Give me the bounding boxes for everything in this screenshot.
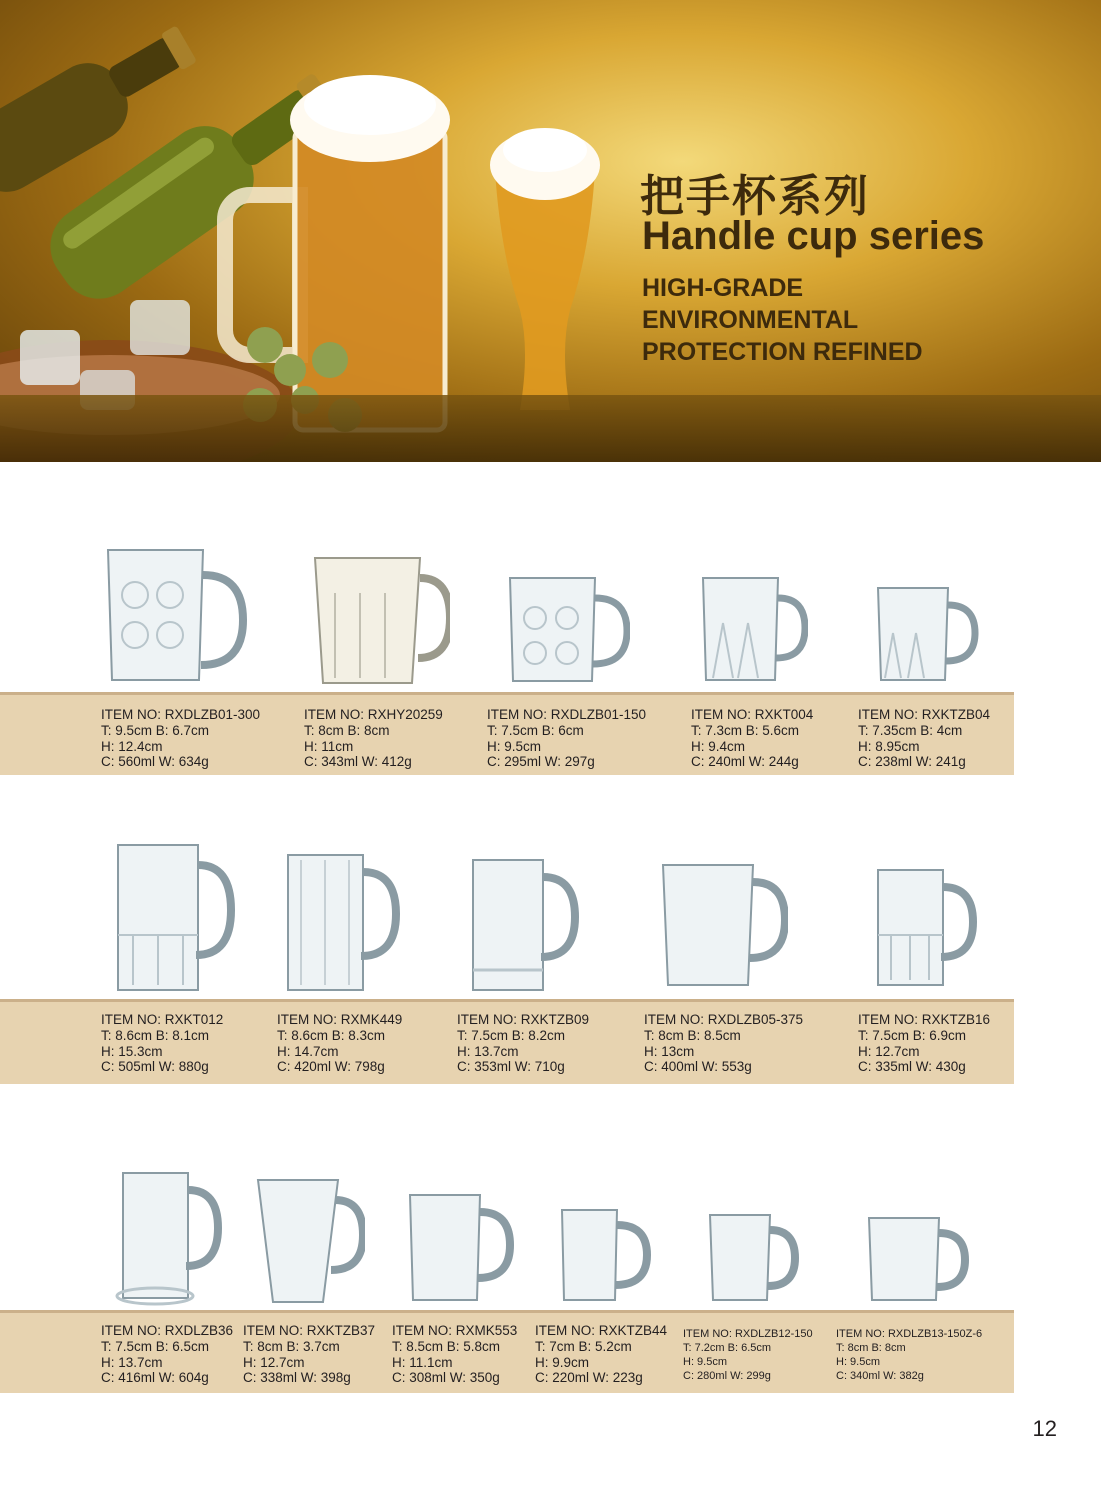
spec-line: C: 420ml W: 798g [277, 1059, 385, 1075]
spec-line: H: 8.95cm [858, 738, 920, 754]
spec-line: C: 280ml W: 299g [683, 1370, 771, 1382]
product-image-rxmk449 [283, 850, 403, 995]
product-image-rxktzb44 [557, 1205, 657, 1305]
product-image-rxkt004 [698, 573, 808, 685]
spec-line: T: 8cm B: 3.7cm [243, 1338, 340, 1354]
spec-line: T: 8.5cm B: 5.8cm [392, 1338, 501, 1354]
tagline-line-2: ENVIRONMENTAL [642, 306, 859, 334]
item-number: ITEM NO: RXKTZB04 [858, 707, 991, 722]
spec-line: T: 7.5cm B: 6.9cm [858, 1027, 967, 1043]
spec-rxktzb37 [243, 1323, 375, 1386]
spec-line: H: 14.7cm [277, 1043, 339, 1059]
beer-illustration [0, 0, 620, 462]
product-image-rxktzb37 [255, 1175, 365, 1307]
spec-line: T: 7.5cm B: 6.5cm [101, 1338, 210, 1354]
item-number: ITEM NO: RXKTZB44 [535, 1323, 668, 1338]
product-image-rxkt012 [113, 840, 238, 995]
spec-line: C: 416ml W: 604g [101, 1370, 209, 1386]
spec-line: H: 13.7cm [457, 1043, 519, 1059]
item-number: ITEM NO: RXKTZB16 [858, 1012, 991, 1027]
spec-line: T: 8cm B: 8.5cm [644, 1027, 741, 1043]
item-number: ITEM NO: RXKTZB37 [243, 1323, 376, 1338]
spec-rxhy20259 [304, 707, 443, 770]
spec-rxmk449 [277, 1012, 402, 1075]
spec-line: C: 238ml W: 241g [858, 754, 966, 770]
hero-banner [0, 0, 1101, 462]
spec-line: T: 9.5cm B: 6.7cm [101, 722, 210, 738]
item-number: ITEM NO: RXKTZB09 [457, 1012, 590, 1027]
spec-line: H: 11cm [304, 738, 354, 754]
spec-line: H: 12.4cm [101, 738, 163, 754]
item-number: ITEM NO: RXMK449 [277, 1012, 403, 1027]
spec-line: H: 12.7cm [858, 1043, 920, 1059]
item-number: ITEM NO: RXKT004 [691, 707, 814, 722]
item-number: ITEM NO: RXKT012 [101, 1012, 224, 1027]
item-number: ITEM NO: RXHY20259 [304, 707, 443, 722]
spec-line: T: 7.2cm B: 6.5cm [683, 1342, 772, 1354]
spec-line: H: 12.7cm [243, 1354, 305, 1370]
item-number: ITEM NO: RXDLZB12-150 [683, 1328, 813, 1340]
spec-rxktzb44 [535, 1323, 667, 1386]
spec-line: T: 8.6cm B: 8.1cm [101, 1027, 210, 1043]
item-number: ITEM NO: RXDLZB01-300 [101, 707, 261, 722]
spec-line: T: 7.35cm B: 4cm [858, 722, 963, 738]
item-number: ITEM NO: RXDLZB05-375 [644, 1012, 804, 1027]
spec-rxmk553 [392, 1323, 517, 1386]
spec-rxktzb09 [457, 1012, 589, 1075]
product-image-rxmk553 [405, 1190, 515, 1305]
spec-line: H: 9.5cm [836, 1356, 881, 1368]
spec-line: C: 560ml W: 634g [101, 754, 209, 770]
spec-rxdlzb13-150z-6 [836, 1327, 982, 1383]
spec-rxkt004 [691, 707, 813, 770]
item-number: ITEM NO: RXDLZB36 [101, 1323, 234, 1338]
spec-line: C: 505ml W: 880g [101, 1059, 209, 1075]
spec-line: H: 13.7cm [101, 1354, 163, 1370]
spec-line: C: 308ml W: 350g [392, 1370, 500, 1386]
spec-rxdlzb12-150 [683, 1327, 813, 1383]
product-image-rxdlzb05-375 [658, 860, 788, 990]
spec-line: C: 240ml W: 244g [691, 754, 799, 770]
spec-line: T: 7.5cm B: 8.2cm [457, 1027, 566, 1043]
product-image-rxktzb04 [873, 583, 983, 685]
item-number: ITEM NO: RXDLZB01-150 [487, 707, 647, 722]
spec-rxdlzb36 [101, 1323, 233, 1386]
tagline-line-1: HIGH-GRADE [642, 274, 804, 302]
spec-line: H: 9.5cm [487, 738, 542, 754]
product-image-rxhy20259 [310, 553, 450, 688]
spec-line: C: 343ml W: 412g [304, 754, 412, 770]
spec-line: H: 15.3cm [101, 1043, 163, 1059]
spec-line: C: 335ml W: 430g [858, 1059, 966, 1075]
series-title-chinese: 把手杯系列 [640, 171, 870, 222]
product-image-rxktzb16 [873, 865, 983, 990]
spec-line: H: 9.4cm [691, 738, 746, 754]
spec-line: C: 220ml W: 223g [535, 1370, 643, 1386]
page-number: 12 [1032, 1416, 1057, 1441]
spec-line: H: 9.9cm [535, 1354, 590, 1370]
product-image-rxdlzb01-150 [505, 573, 630, 686]
spec-line: C: 295ml W: 297g [487, 754, 595, 770]
product-image-rxdlzb13-150z-6 [864, 1213, 969, 1305]
spec-line: H: 9.5cm [683, 1356, 728, 1368]
spec-line: T: 7cm B: 5.2cm [535, 1338, 632, 1354]
spec-line: C: 353ml W: 710g [457, 1059, 565, 1075]
product-image-rxdlzb12-150 [705, 1210, 800, 1305]
product-image-rxktzb09 [468, 855, 583, 995]
spec-line: H: 11.1cm [392, 1354, 453, 1370]
spec-rxdlzb05-375 [644, 1012, 803, 1075]
table-reflection [0, 395, 1101, 462]
spec-line: C: 400ml W: 553g [644, 1059, 752, 1075]
spec-line: C: 340ml W: 382g [836, 1370, 924, 1382]
spec-line: T: 8cm B: 8cm [304, 722, 390, 738]
tagline-line-3: PROTECTION REFINED [642, 338, 923, 366]
series-title-english: Handle cup series [642, 214, 985, 258]
spec-line: T: 8cm B: 8cm [836, 1342, 906, 1354]
spec-line: H: 13cm [644, 1043, 695, 1059]
spec-rxdlzb01-300 [101, 707, 260, 770]
item-number: ITEM NO: RXDLZB13-150Z-6 [836, 1328, 983, 1340]
spec-rxkt012 [101, 1012, 223, 1075]
spec-line: C: 338ml W: 398g [243, 1370, 351, 1386]
product-image-rxdlzb01-300 [100, 545, 250, 690]
spec-rxktzb16 [858, 1012, 990, 1075]
spec-rxktzb04 [858, 707, 990, 770]
spec-line: T: 8.6cm B: 8.3cm [277, 1027, 386, 1043]
spec-line: T: 7.5cm B: 6cm [487, 722, 584, 738]
spec-rxdlzb01-150 [487, 707, 646, 770]
spec-line: T: 7.3cm B: 5.6cm [691, 722, 800, 738]
item-number: ITEM NO: RXMK553 [392, 1323, 518, 1338]
product-image-rxdlzb36 [115, 1168, 225, 1308]
